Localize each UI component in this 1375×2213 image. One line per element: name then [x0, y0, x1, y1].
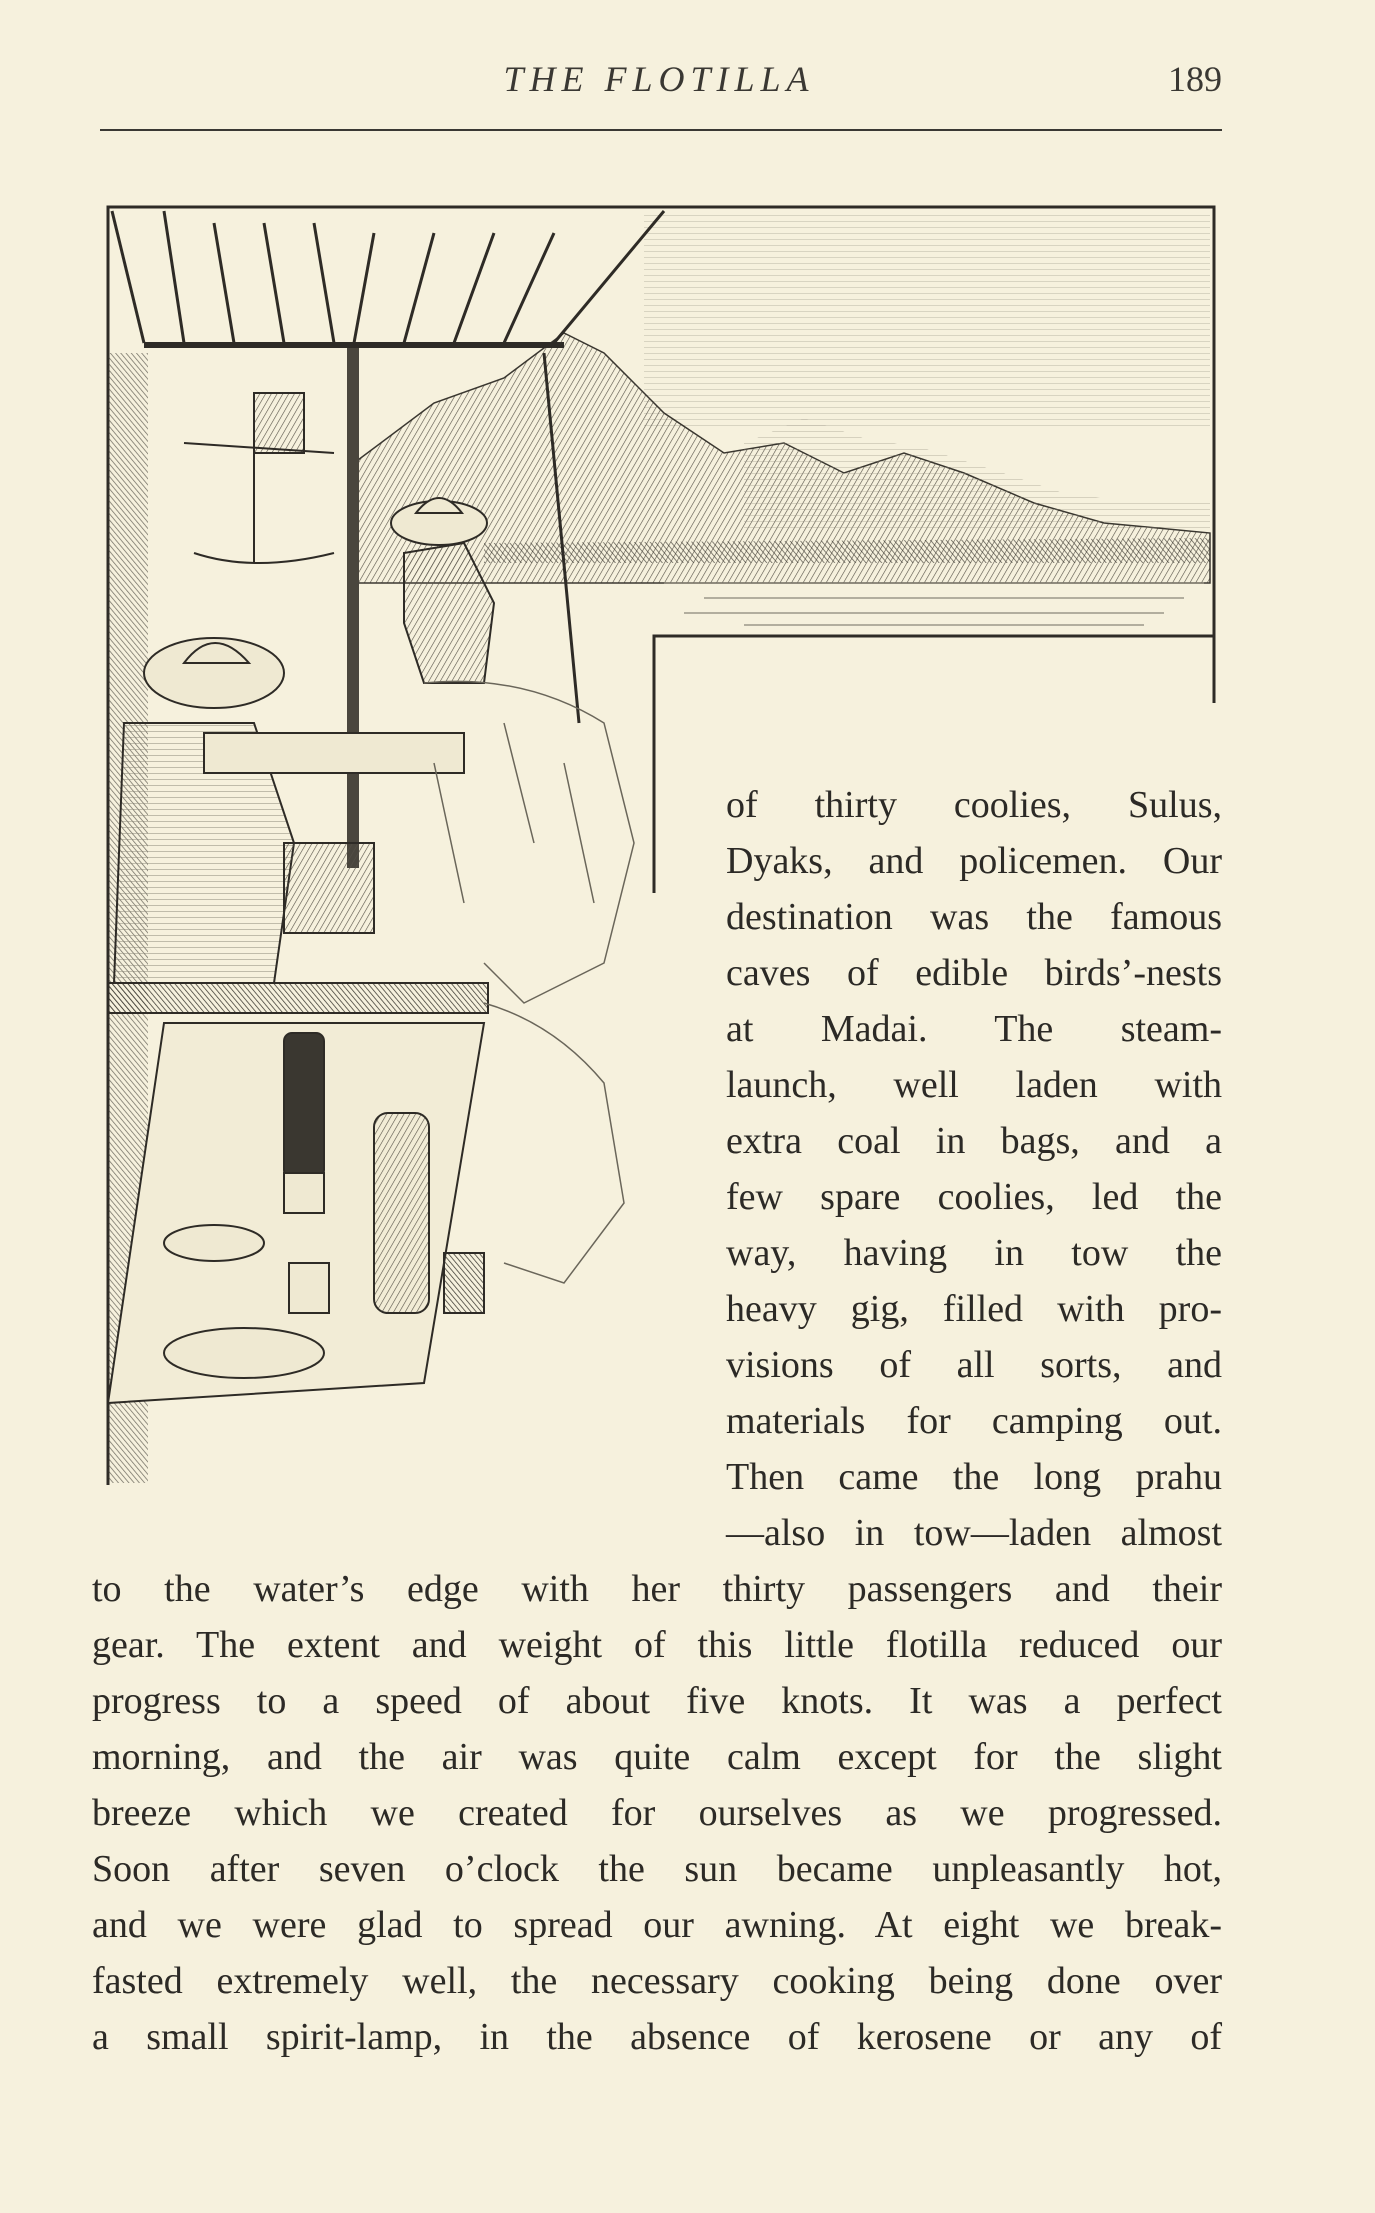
sky-hatching: [644, 211, 1210, 431]
text-line: gear. The extent and weight of this little flotilla reduced our: [92, 1624, 1222, 1666]
text-line: fasted extremely well, the necessary cooking being done over: [92, 1960, 1222, 2002]
wine-bottle: [284, 1033, 324, 1178]
text-line: morning, and the air was quite calm except for the slight: [92, 1736, 1222, 1778]
text-line: Dyaks, and policemen. Our: [726, 840, 1222, 882]
text-line: of thirty coolies, Sulus,: [726, 784, 1222, 826]
text-line: at Madai. The steam-: [726, 1008, 1222, 1050]
cup: [284, 1173, 324, 1213]
text-line: extra coal in bags, and a: [726, 1120, 1222, 1162]
water-flask: [374, 1113, 429, 1313]
standing-figure: [391, 498, 494, 683]
distant-hills: [744, 418, 1210, 533]
distant-boat-with-flag: [184, 393, 334, 563]
awning: [112, 211, 664, 345]
text-line: a small spirit-lamp, in the absence of kerosene or any of: [92, 2016, 1222, 2058]
text-line: heavy gig, filled with pro-: [726, 1288, 1222, 1330]
text-line: to the water’s edge with her thirty passengers and their: [92, 1568, 1222, 1610]
text-line: materials for camping out.: [726, 1400, 1222, 1442]
text-line: and we were glad to spread our awning. At eight we break-: [92, 1904, 1222, 1946]
text-line: breeze which we created for ourselves as we progressed.: [92, 1792, 1222, 1834]
cup: [289, 1263, 329, 1313]
text-line: Soon after seven o’clock the sun became unpleasantly hot,: [92, 1848, 1222, 1890]
breakfast-table: [108, 1023, 484, 1403]
text-line: few spare coolies, led the: [726, 1176, 1222, 1218]
text-line: launch, well laden with: [726, 1064, 1222, 1106]
awning-post: [347, 348, 359, 868]
text-line: visions of all sorts, and: [726, 1344, 1222, 1386]
plate: [164, 1225, 264, 1261]
running-title: THE FLOTILLA: [503, 59, 815, 99]
page-number: 189: [1168, 59, 1222, 99]
text-line: progress to a speed of about five knots. It was a perfect: [92, 1680, 1222, 1722]
plate: [164, 1328, 324, 1378]
text-line: Then came the long prahu: [726, 1456, 1222, 1498]
text-line: —also in tow—laden almost: [726, 1512, 1222, 1554]
header-rule: [100, 129, 1222, 131]
running-head: [96, 58, 1222, 118]
text-line: way, having in tow the: [726, 1232, 1222, 1274]
cup: [444, 1253, 484, 1313]
text-line: destination was the famous: [726, 896, 1222, 938]
text-line: caves of edible birds’-nests: [726, 952, 1222, 994]
water: [664, 583, 1204, 625]
